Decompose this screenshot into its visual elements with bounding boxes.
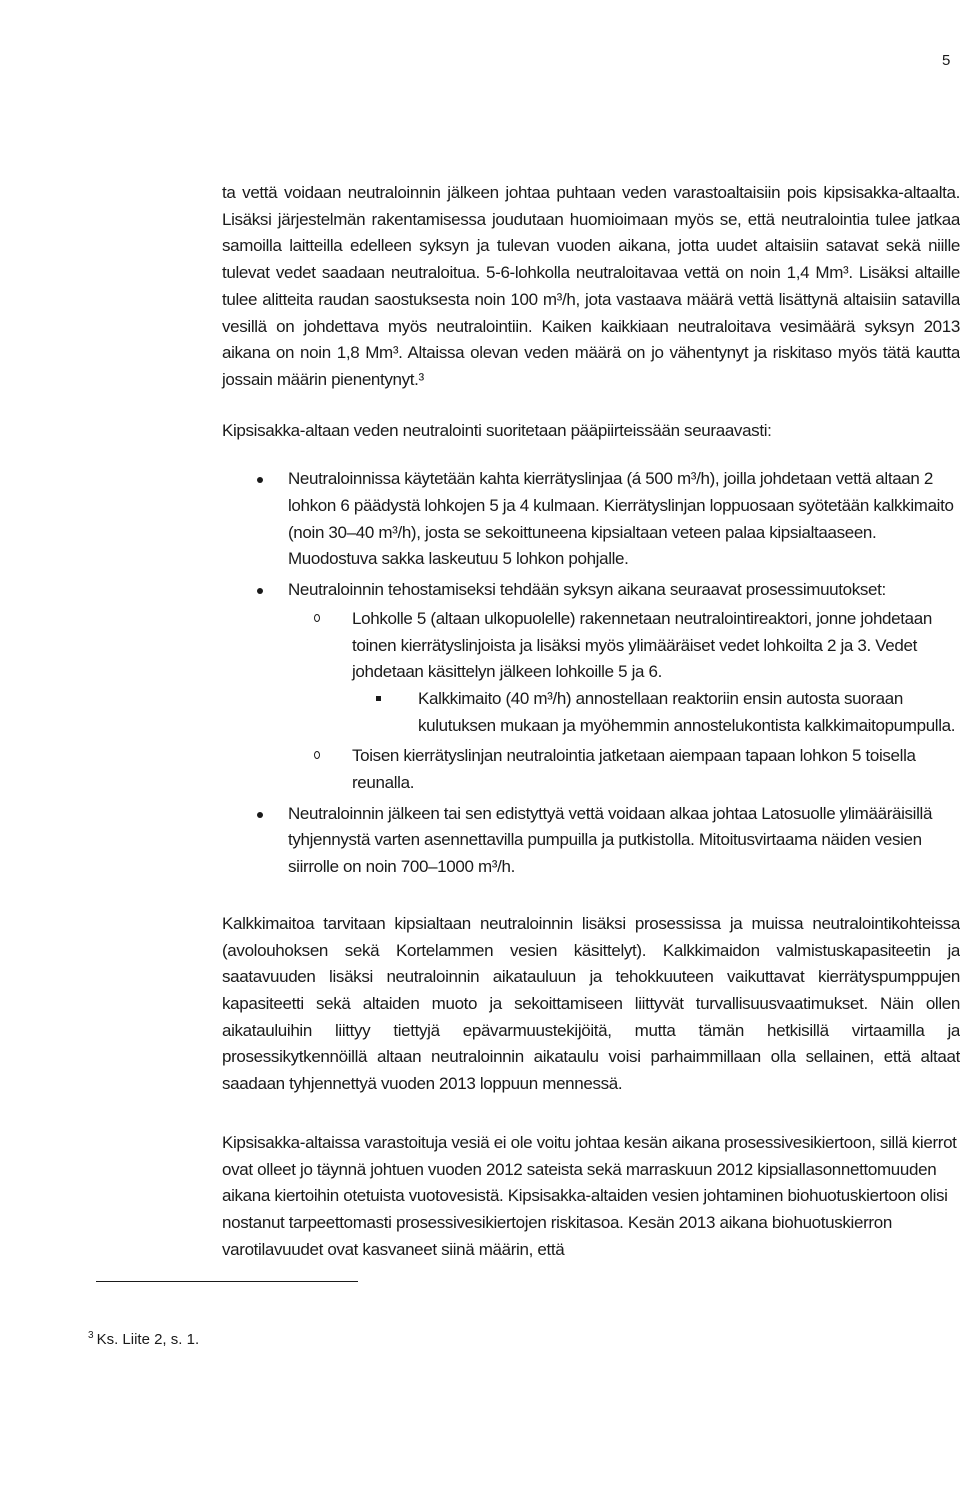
bullet-text: Neutraloinnin jälkeen tai sen edistyttyä vettä voidaan alkaa johtaa Latosuolle ylimääräisillä tyhjennystä varten asennettavilla pumpuilla ja putkistolla. Mitoitusvirtaama näiden vesien siirrolle on noin 700–1000 m³/h. bbox=[288, 803, 933, 877]
paragraph-4: Kipsisakka-altaissa varastoituja vesiä ei ole voitu johtaa kesän aikana prosessivesikiertoon, sillä kierrot ovat olleet jo täynnä johtuen vuoden 2012 sateista sekä marraskuun 2012 kipsiallasonnettomuuden aikana kiertoihin otetuista vuotovesistä. Kipsisakka-altaiden vesien johtaminen biohuotuskiertoon olisi nostanut tarpeettomasti prosessivesikiertojen riskitasoa. Kesän 2013 aikana biohuotuskierron varotilavuudet ovat kasvaneet siinä määrin, että bbox=[222, 1132, 957, 1259]
footnote-text: Ks. Liite 2, s. 1. bbox=[96, 1331, 200, 1348]
bullet-list bbox=[222, 466, 960, 881]
subsub-list bbox=[352, 686, 960, 739]
bullet-item bbox=[222, 466, 960, 573]
bullet-item bbox=[222, 577, 960, 797]
bullet-text: Neutraloinnin tehostamiseksi tehdään syksyn aikana seuraavat prosessimuutokset: bbox=[288, 580, 886, 600]
bullet-dot-icon bbox=[257, 477, 263, 483]
square-bullet-icon bbox=[376, 696, 381, 701]
sub-list-text: Lohkolle 5 (altaan ulkopuolelle) rakennetaan neutralointireaktori, jonne johdetaan toinen kierrätyslinjoista ja lisäksi myös ylimääräiset vedet lohkoilta 2 ja 3. Vedet johdetaan käsittelyn jälkeen lohkoille 5 ja 6. bbox=[352, 608, 932, 682]
footnote bbox=[88, 1330, 199, 1348]
footnote-mark: 3 bbox=[88, 1330, 94, 1341]
subsub-list-text: Kalkkimaito (40 m³/h) annostellaan reaktoriin ensin autosta suoraan kulutuksen mukaan ja myöhemmin annostelukontista kalkkimaitopumpulla. bbox=[418, 688, 956, 735]
sub-list-text: Toisen kierrätyslinjan neutralointia jatketaan aiempaan tapaan lohkon 5 toisella reunalla. bbox=[352, 746, 916, 793]
bullet-text: Neutraloinnissa käytetään kahta kierrätyslinjaa (á 500 m³/h), joilla johdetaan vettä altaan 2 lohkon 6 päädystä lohkojen 5 ja 4 kulmaan. Kierrätyslinjan loppuosaan syötetään kalkkimaito (noin 30–40 m³/h), josta se sekoittuneena kipsialtaan veteen palaa kipsialtaaseen. Muodostuva sakka laskeutuu 5 lohkon pohjalle. bbox=[288, 469, 954, 569]
circle-bullet-icon bbox=[314, 751, 320, 759]
footnote-divider bbox=[96, 1281, 358, 1282]
list-intro: Kipsisakka-altaan veden neutralointi suoritetaan pääpiirteissään seuraavasti: bbox=[222, 420, 772, 440]
page-number: 5 bbox=[942, 52, 951, 69]
sub-list bbox=[288, 606, 960, 797]
subsub-list-item bbox=[352, 686, 960, 739]
bullet-dot-icon bbox=[257, 588, 263, 594]
sub-list-item bbox=[288, 606, 960, 740]
paragraph-3: Kalkkimaitoa tarvitaan kipsialtaan neutraloinnin lisäksi prosessissa ja muissa neutralointikohteissa (avolouhoksen sekä Kortelammen vesien käsittelyt). Kalkkimaidon valmistuskapasiteetin ja saatavuuden lisäksi neutraloinnin aikatauluun ja tehokkuuteen vaikuttavat kierrätyspumppujen kapasiteetti sekä altaiden muoto ja sekoittamiseen liittyvät turvallisuusvaatimukset. Näin ollen aikatauluihin liittyy tiettyjä epävarmuustekijöitä, mutta tämän hetkisillä virtaamilla ja prosessikytkennöillä altaan neutraloinnin aikataulu voisi parhaimmillaan olla sellainen, että altaat saadaan tyhjennettyä vuoden 2013 loppuun mennessä. bbox=[222, 913, 960, 1094]
bullet-item bbox=[222, 801, 960, 881]
sub-list-item bbox=[288, 743, 960, 796]
circle-bullet-icon bbox=[314, 614, 320, 622]
paragraph-1: ta vettä voidaan neutraloinnin jälkeen johtaa puhtaan veden varastoaltaisiin pois kipsisakka-altaalta. Lisäksi järjestelmän rakentamisessa joudutaan huomioimaan myös se, että neutralointia tulee jatkaa samoilla laitteilla edelleen syksyn ja tulevan vuoden aikana, jotta uudet altaisiin satavat sekä niille tulevat vedet saadaan neutraloitua. 5-6-lohkolla neutraloitavaa vettä on noin 1,4 Mm³. Lisäksi altaille tulee alitteita raudan saostuksesta noin 100 m³/h, jota vastaava määrä vettä lisättynä altaisiin satavilla vesillä on johdettava myös neutralointiin. Kaiken kaikkiaan neutraloitava vesimäärä syksyn 2013 aikana on noin 1,8 Mm³. Altaissa olevan veden määrä on jo vähentynyt ja riskitaso myös tätä kautta jossain määrin pienentynyt.³ bbox=[222, 183, 960, 389]
document-body bbox=[222, 180, 960, 1263]
bullet-dot-icon bbox=[257, 812, 263, 818]
